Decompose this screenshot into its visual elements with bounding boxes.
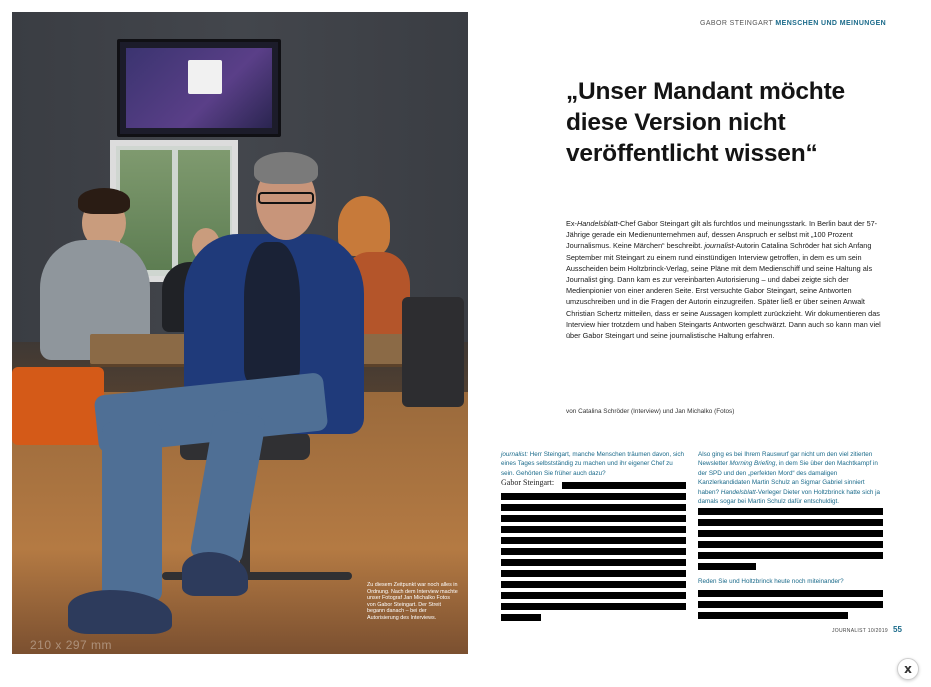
article-lead: Ex-Handelsblatt-Chef Gabor Steingart gilt als furchtlos und meinungsstark. In Berlin baut der 57-Jährige gerade ein Medienunternehmen auf, dessen Anspruch er selbst mit „100 Prozent Journalismus. Keine Märchen“ beschreibt. journalist-Autorin Catalina Schröder hat sich Anfang September mit Steingart zu einem rund einstündigen Interview getroffen, in dem es um sein Ausscheiden beim Holtzbrinck-Verlag, seine Pläne mit dem Medienschiff und seine Haltung als Journalist ging. Dann kam es zur vereinbarten Autorisierung – und dabei zeigte sich der Medienpionier von einer anderen Seite. Erst versuchte Gabor Steingart, seine Antworten umzuschreiben und in die Fragen der Autorin einzugreifen. Später ließ er über seinen Anwalt Christian Schertz mitteilen, dass er seine Aussagen komplett zurückzieht. Wir dokumentieren das Interview hier trotzdem und haben Steingarts Antworten geschwärzt. Dann auch so kann man viel über Gabor Steingart und seine journalistische Haltung erfahren.	[566, 219, 881, 341]
redaction-bar	[501, 614, 541, 621]
interview-question: Also ging es bei Ihrem Rauswurf gar nicht um den viel zitierten Newsletter Morning Briefing, in dem Sie über den Machtkampf in der SPD und den „perfekten Mord“ des damaligen Kanzlerkandidaten Martin Schulz an Sigmar Gabriel sinniert haben? Handelsblatt-Verleger Dieter von Holtzbrinck hatte sich ja damals sogar bei Martin Schulz dafür entschuldigt.	[698, 451, 881, 506]
page-dimension-label: 210 x 297 mm	[30, 638, 113, 652]
interview-column-2	[698, 450, 884, 506]
redaction-bar	[501, 526, 686, 533]
interview-question-2: Reden Sie und Holtzbrinck heute noch miteinander?	[698, 578, 844, 585]
redaction-bar	[698, 563, 756, 570]
redaction-bar	[698, 541, 883, 548]
redaction-bar	[501, 603, 686, 610]
photo-caption: Zu diesem Zeitpunkt war noch alles in Ordnung. Nach dem Interview machte unser Fotograf Jan Michalko Fotos von Gabor Steingart. Der Streit begann danach – bei der Autorisierung des Interviews.	[367, 582, 458, 621]
article-credit: von Catalina Schröder (Interview) und Jan Michalko (Fotos)	[566, 408, 735, 415]
redaction-bar	[501, 592, 686, 599]
redaction-bar	[501, 559, 686, 566]
redaction-bar	[698, 552, 883, 559]
redaction-bar	[501, 515, 686, 522]
close-button[interactable]	[897, 658, 919, 680]
header-author: GABOR STEINGART	[700, 20, 774, 27]
interview-question: journalist: Herr Steingart, manche Menschen träumen davon, sich eines Tages selbstständig zu machen und ihr eigener Chef zu sein. Gehörten Sie früher auch dazu?	[501, 451, 685, 477]
redaction-bar	[501, 537, 686, 544]
page-number: 55	[893, 625, 902, 634]
redaction-bar	[698, 601, 883, 608]
redaction-bar	[698, 612, 848, 619]
redaction-bar	[501, 548, 686, 555]
redaction-bar	[698, 530, 883, 537]
footer-magazine: JOURNALIST	[832, 628, 867, 634]
redaction-bar	[501, 493, 686, 500]
footer-issue: 10/2019	[867, 628, 888, 634]
redaction-bar	[501, 581, 686, 588]
redaction-bar	[698, 590, 883, 597]
redaction-bar	[698, 508, 883, 515]
page-footer	[832, 628, 888, 634]
page-header	[700, 20, 886, 27]
article-photo	[12, 12, 468, 654]
speaker-label: Gabor Steingart:	[501, 478, 555, 488]
header-section: MENSCHEN UND MEINUNGEN	[775, 20, 887, 27]
close-icon: x	[904, 662, 912, 676]
photo-tv-screen	[117, 39, 281, 137]
redaction-bar	[698, 519, 883, 526]
article-headline: „Unser Mandant möchte diese Version nicht veröffentlicht wissen“	[566, 78, 845, 167]
redaction-bar	[501, 570, 686, 577]
redaction-bar	[562, 482, 686, 489]
redaction-bar	[501, 504, 686, 511]
